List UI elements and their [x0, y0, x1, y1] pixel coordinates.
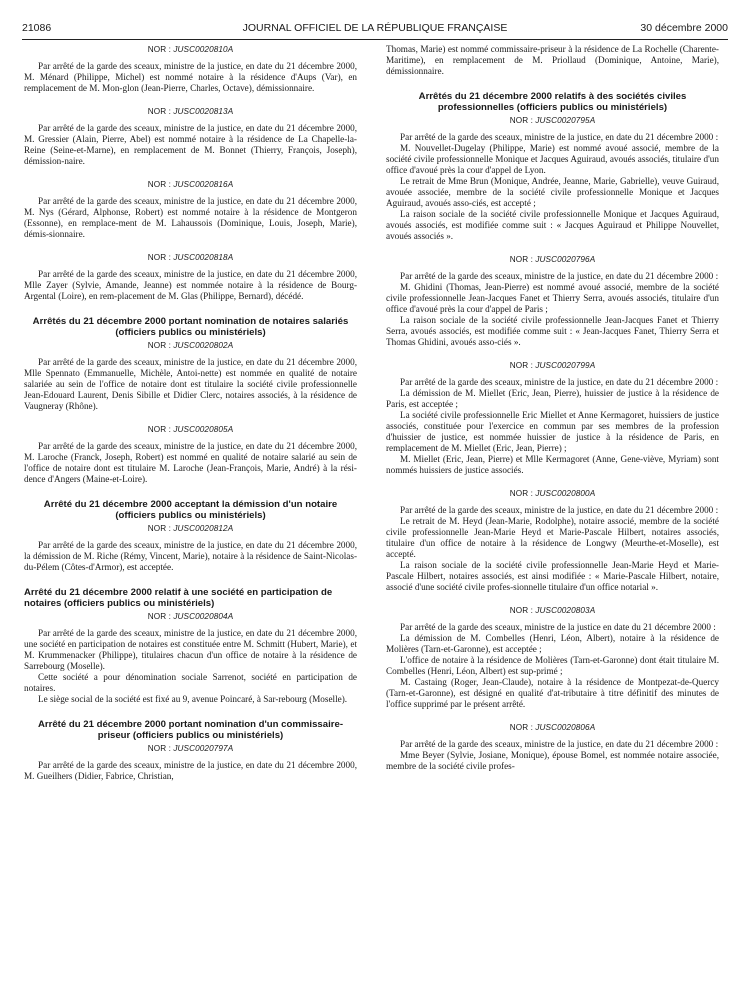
- nor-prefix: NOR :: [147, 425, 174, 434]
- decree-paragraph: Thomas, Marie) est nommé commissaire-priseur à la résidence de La Rochelle (Charente-Maritime), en remplacement de M. Priollaud (Dominique, Antoine, Marie), démissionnaire.: [386, 44, 719, 76]
- nor-prefix: NOR :: [147, 524, 174, 533]
- nor-reference: [24, 611, 357, 622]
- decree-paragraph: Par arrêté de la garde des sceaux, ministre de la justice, en date du 21 décembre 2000, la démission de M. Riche (Rémy, Vincent, Marie), notaire à la résidence de Saint-Nicolas-du-Pélem (Côtes-d'Armor), est acceptée.: [24, 540, 357, 572]
- decree-paragraph: M. Miellet (Eric, Jean, Pierre) et Mlle Kermagoret (Anne, Gene-viève, Myriam) sont nommés huissiers de justice associés.: [386, 454, 719, 475]
- nor-prefix: NOR :: [509, 489, 536, 498]
- nor-prefix: NOR :: [147, 612, 174, 621]
- decree-paragraph: M. Nouvellet-Dugelay (Philippe, Marie) est nommé avoué associé, membre de la société civile professionnelle Monique et Jacques Aguiraud, avoués associés, titulaire d'un office d'avoué près la cour d'appel de Lyon.: [386, 143, 719, 175]
- decree-paragraph: La démission de M. Combelles (Henri, Léon, Albert), notaire à la résidence de Molières (Tarn-et-Garonne), est acceptée ;: [386, 633, 719, 654]
- nor-code: JUSC0020795A: [535, 116, 596, 125]
- decree-paragraph: Par arrêté de la garde des sceaux, ministre de la justice en date du 21 décembre 2000 :: [400, 622, 716, 632]
- nor-prefix: NOR :: [147, 744, 174, 753]
- decree-paragraph: Par arrêté de la garde des sceaux, ministre de la justice, en date du 21 décembre 2000, M. Ménard (Philippe, Michel) est nommé notaire à la résidence d'Aups (Var), en remplacement de M. Mon-glon (Jean-Pierre, Charles, Octave), démissionnaire.: [24, 61, 357, 93]
- nor-reference: [24, 743, 357, 754]
- nor-code: JUSC0020810A: [173, 45, 234, 54]
- nor-code: JUSC0020816A: [173, 180, 234, 189]
- decree-paragraph: Le siège social de la société est fixé au 9, avenue Poincaré, à Sar-rebourg (Moselle).: [38, 694, 348, 704]
- nor-code: JUSC0020812A: [173, 524, 234, 533]
- decree-paragraph: Mme Beyer (Sylvie, Josiane, Monique), épouse Bomel, est nommée notaire associée, membre de la société civile profes-: [386, 750, 719, 771]
- decree-paragraph: Par arrêté de la garde des sceaux, ministre de la justice, en date du 21 décembre 2000, M. Laroche (Franck, Joseph, Robert) est nommé en qualité de notaire salarié au sein de l'office de notaire dont est titulaire M. Laroche (Jean-François, Marie, André) à la rési-dence d'Angers (Maine-et-Loire).: [24, 441, 357, 484]
- nor-prefix: NOR :: [509, 723, 536, 732]
- nor-prefix: NOR :: [147, 107, 174, 116]
- nor-reference: [386, 488, 719, 499]
- nor-reference: [24, 179, 357, 190]
- decree-paragraph: Le retrait de Mme Brun (Monique, Andrée, Jeanne, Marie, Gabrielle), veuve Guiraud, avouée associée, membre de la société civile professionnelle Monique et Jacques Aguiraud, avoués asso-ciés, est accepté ;: [386, 176, 719, 208]
- section-heading: Arrêtés du 21 décembre 2000 relatifs à des sociétés civiles professionnelles (officiers publics ou ministériels): [418, 91, 687, 113]
- nor-reference: [24, 44, 357, 55]
- nor-code: JUSC0020804A: [173, 612, 234, 621]
- page-number: 21086: [22, 22, 52, 34]
- section-heading: Arrêtés du 21 décembre 2000 portant nomination de notaires salariés (officiers publics ou ministériels): [32, 316, 349, 338]
- decree-paragraph: Par arrêté de la garde des sceaux, ministre de la justice, en date du 21 décembre 2000, Mlle Zayer (Sylvie, Amande, Jeanne) est nommée notaire à la résidence de Bourg-Argental (Loire), en rem-placement de M. Glas (Philippe, Bernard), décédé.: [24, 269, 357, 301]
- nor-code: JUSC0020806A: [535, 723, 596, 732]
- issue-date: 30 décembre 2000: [640, 22, 728, 34]
- nor-code: JUSC0020797A: [173, 744, 234, 753]
- nor-reference: [386, 254, 719, 265]
- decree-paragraph: M. Ghidini (Thomas, Jean-Pierre) est nommé avoué associé, membre de la société civile professionnelle Jean-Jacques Fanet et Thierry Serra, avoués associés, titulaire d'un office d'avoué près la cour d'appel de Paris ;: [386, 282, 719, 314]
- nor-prefix: NOR :: [147, 45, 174, 54]
- nor-code: JUSC0020796A: [535, 255, 596, 264]
- decree-paragraph: Le retrait de M. Heyd (Jean-Marie, Rodolphe), notaire associé, membre de la société civile professionnelle Jean-Marie Heyd et Marie-Pascale Hilbert, notaires associés, titulaire d'un office de notaire à la résidence de Longwy (Meurthe-et-Moselle), est accepté.: [386, 516, 719, 559]
- section-heading: Arrêté du 21 décembre 2000 acceptant la démission d'un notaire (officiers publics ou ministériels): [43, 499, 338, 521]
- nor-reference: [24, 252, 357, 263]
- decree-paragraph: L'office de notaire à la résidence de Molières (Tarn-et-Garonne) dont était titulaire M. Combelles (Henri, Léon, Albert) est sup-primé ;: [386, 655, 719, 676]
- decree-paragraph: Par arrêté de la garde des sceaux, ministre de la justice, en date du 21 décembre 2000 :: [400, 132, 719, 142]
- decree-paragraph: Par arrêté de la garde des sceaux, ministre de la justice, en date du 21 décembre 2000, une société en participation de notaires est constituée entre M. Schmitt (Hubert, Marie), et M. Krummenacker (Philippe), titulaires chacun d'un office de notaire à la résidence de Sarrebourg (Moselle).: [24, 628, 357, 671]
- decree-paragraph: Cette société a pour dénomination sociale Sarrenot, société en participation de notaires.: [24, 672, 357, 693]
- nor-code: JUSC0020813A: [173, 107, 234, 116]
- section-heading: Arrêté du 21 décembre 2000 portant nomination d'un commissaire-priseur (officiers publics ou ministériels): [37, 719, 344, 741]
- journal-title: JOURNAL OFFICIEL DE LA RÉPUBLIQUE FRANÇAISE: [242, 22, 508, 34]
- decree-paragraph: M. Castaing (Roger, Jean-Claude), notaire à la résidence de Montpezat-de-Quercy (Tarn-et-Garonne), est désigné en qualité d'at-tributaire à titre définitif des minutes de l'office supprimé par le présent arrêté.: [386, 677, 719, 709]
- nor-reference: [386, 115, 719, 126]
- header-rule: [22, 39, 728, 40]
- nor-code: JUSC0020803A: [535, 606, 596, 615]
- nor-code: JUSC0020799A: [535, 361, 596, 370]
- decree-paragraph: Par arrêté de la garde des sceaux, ministre de la justice, en date du 21 décembre 2000 :: [400, 271, 719, 281]
- decree-paragraph: Par arrêté de la garde des sceaux, ministre de la justice, en date du 21 décembre 2000 :: [400, 505, 719, 515]
- nor-prefix: NOR :: [509, 361, 536, 370]
- section-heading: Arrêté du 21 décembre 2000 relatif à une société en participation de notaires (officiers publics ou ministériels): [24, 587, 333, 609]
- decree-paragraph: La raison sociale de la société civile professionnelle Monique et Jacques Aguiraud, avoués associés, est modifiée comme suit : « Jacques Aguiraud et Philippe Nouvellet, avoués associés ».: [386, 209, 719, 241]
- decree-paragraph: La raison sociale de la société civile professionnelle Jean-Jacques Fanet et Thierry Serra, avoués associés, est modifiée comme suit : « Jean-Jacques Fanet, Thierry Serra et Thomas Ghidini, avoués asso-ciés ».: [386, 315, 719, 347]
- left-column: [24, 44, 357, 782]
- nor-prefix: NOR :: [509, 116, 536, 125]
- nor-reference: [24, 340, 357, 351]
- right-column: [386, 44, 719, 772]
- nor-prefix: NOR :: [509, 255, 536, 264]
- nor-reference: [386, 722, 719, 733]
- decree-paragraph: Par arrêté de la garde des sceaux, ministre de la justice, en date du 21 décembre 2000, M. Nys (Gérard, Alphonse, Robert) est nommé notaire à la résidence de Montgeron (Essonne), en remplace-ment de M. Lahaussois (Dominique, Louis, Joseph, Marie), démis-sionnaire.: [24, 196, 357, 239]
- decree-paragraph: Par arrêté de la garde des sceaux, ministre de la justice, en date du 21 décembre 2000 :: [400, 377, 719, 387]
- nor-reference: [24, 106, 357, 117]
- nor-prefix: NOR :: [147, 253, 174, 262]
- nor-reference: [24, 424, 357, 435]
- nor-prefix: NOR :: [147, 341, 174, 350]
- decree-paragraph: Par arrêté de la garde des sceaux, ministre de la justice, en date du 21 décembre 2000, M. Gueilhers (Didier, Fabrice, Christian,: [24, 760, 357, 781]
- decree-paragraph: La raison sociale de la société civile professionnelle Jean-Marie Heyd et Marie-Pascale Hilbert, notaires associés, est ainsi modifiée : « Marie-Pascale Hilbert, notaire, associé d'une société civile profes-sionnelle titulaire d'un office notarial ».: [386, 560, 719, 592]
- nor-reference: [24, 523, 357, 534]
- decree-paragraph: La société civile professionnelle Eric Miellet et Anne Kermagoret, huissiers de justice associés, constituée pour l'exercice en commun par ses membres de la profession d'huissier de justice, est nommée huissier de justice à la résidence de Paris, en remplacement de M. Miellet (Eric, Jean, Pierre) ;: [386, 410, 719, 453]
- nor-reference: [386, 360, 719, 371]
- decree-paragraph: Par arrêté de la garde des sceaux, ministre de la justice, en date du 21 décembre 2000 :: [400, 739, 719, 749]
- decree-paragraph: Par arrêté de la garde des sceaux, ministre de la justice, en date du 21 décembre 2000, M. Gressier (Alain, Pierre, Abel) est nommé notaire à la résidence de La Chapelle-la-Reine (Seine-et-Marne), en remplacement de M. Bonnet (Thierry, François, Joseph), démission-naire.: [24, 123, 357, 166]
- nor-reference: [386, 605, 719, 616]
- nor-code: JUSC0020805A: [173, 425, 234, 434]
- nor-code: JUSC0020818A: [173, 253, 234, 262]
- decree-paragraph: Par arrêté de la garde des sceaux, ministre de la justice, en date du 21 décembre 2000, Mlle Spennato (Emmanuelle, Michèle, Antoi-nette) est nommée en qualité de notaire salariée au sein de l'office de notaire dont est titulaire la société civile professionnelle Jean-Edouard Laurent, Denis Sibille et Didier Clerc, notaires associés, à la résidence de Vaugneray (Rhône).: [24, 357, 357, 411]
- nor-code: JUSC0020800A: [535, 489, 596, 498]
- nor-code: JUSC0020802A: [173, 341, 234, 350]
- nor-prefix: NOR :: [147, 180, 174, 189]
- nor-prefix: NOR :: [509, 606, 536, 615]
- decree-paragraph: La démission de M. Miellet (Eric, Jean, Pierre), huissier de justice à la résidence de Paris, est acceptée ;: [386, 388, 719, 409]
